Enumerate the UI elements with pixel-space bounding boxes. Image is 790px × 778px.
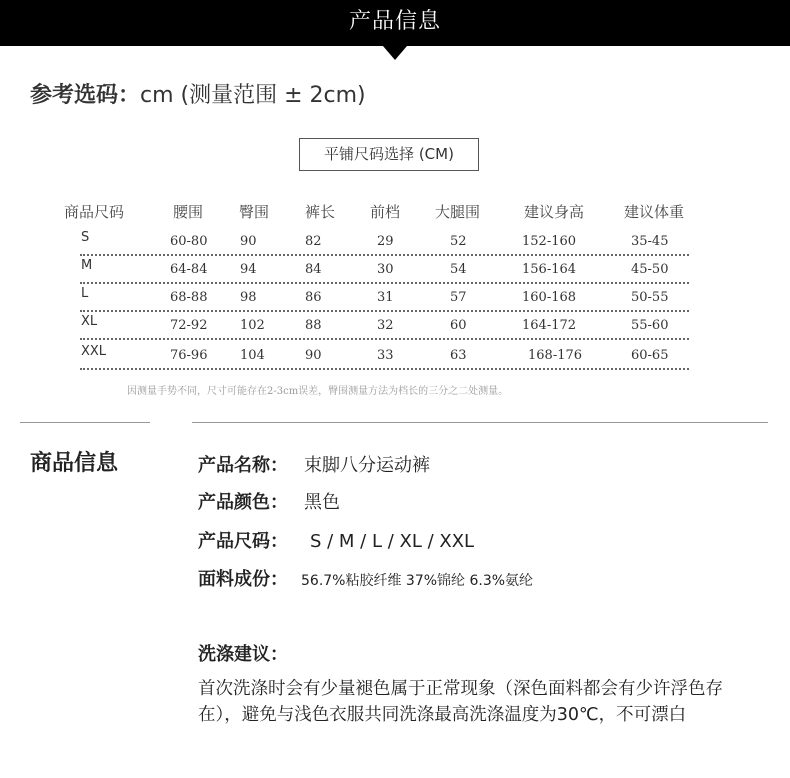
- cell-height: 160-168: [522, 290, 577, 305]
- divider-left: [20, 422, 150, 423]
- col-header-length: 裤长: [305, 203, 336, 221]
- washing-title: 洗涤建议：: [198, 644, 288, 665]
- cell-thigh: 54: [450, 262, 467, 277]
- washing-text: 首次洗涤时会有少量褪色属于正常现象（深色面料都会有少许浮色存在），避免与浅色衣服共同洗涤最高洗涤温度为30℃，不可漂白: [198, 679, 723, 725]
- cell-weight: 50-55: [631, 290, 669, 305]
- info-label: 产品尺码：: [198, 531, 288, 552]
- cell-waist: 64-84: [170, 262, 208, 277]
- cell-height: 168-176: [528, 348, 583, 363]
- cell-size: S: [81, 230, 90, 245]
- cell-size: XXL: [81, 344, 107, 359]
- size-reference-label: 参考选码：: [30, 83, 141, 108]
- cell-height: 156-164: [522, 262, 577, 277]
- table-row: [80, 284, 689, 312]
- info-row-name: [198, 451, 430, 477]
- info-value: S / M / L / XL / XXL: [310, 531, 475, 552]
- cell-hip: 94: [240, 262, 257, 277]
- info-row-sizes: [198, 527, 474, 553]
- cell-height: 164-172: [522, 318, 577, 333]
- cell-weight: 60-65: [631, 348, 669, 363]
- cell-weight: 45-50: [631, 262, 669, 277]
- cell-rise: 32: [377, 318, 394, 333]
- info-value: 束脚八分运动裤: [304, 455, 430, 476]
- col-header-thigh: 大腿围: [435, 203, 481, 221]
- info-label: 产品名称：: [198, 455, 288, 476]
- cell-thigh: 63: [450, 348, 467, 363]
- table-row: [80, 342, 689, 370]
- info-value: 56.7%粘胶纤维 37%锦纶 6.3%氨纶: [301, 573, 534, 589]
- table-row: [80, 312, 689, 340]
- cell-thigh: 52: [450, 234, 467, 249]
- cell-rise: 33: [377, 348, 394, 363]
- size-reference-text: cm (测量范围 ± 2cm): [140, 83, 366, 108]
- cell-rise: 31: [377, 290, 394, 305]
- table-row: [80, 228, 689, 256]
- cell-hip: 104: [240, 348, 265, 363]
- col-header-rise: 前档: [370, 203, 401, 221]
- cell-height: 152-160: [522, 234, 577, 249]
- info-row-color: [198, 488, 340, 514]
- cell-thigh: 57: [450, 290, 467, 305]
- cell-length: 88: [305, 318, 322, 333]
- cell-length: 82: [305, 234, 322, 249]
- cell-rise: 30: [377, 262, 394, 277]
- cell-hip: 98: [240, 290, 257, 305]
- cell-waist: 60-80: [170, 234, 208, 249]
- product-info-title: 商品信息: [30, 451, 119, 476]
- cell-length: 90: [305, 348, 322, 363]
- cell-length: 84: [305, 262, 322, 277]
- col-header-hip: 臀围: [239, 203, 270, 221]
- info-row-fabric: [198, 565, 533, 591]
- info-label: 产品颜色：: [198, 492, 288, 513]
- banner-title: 产品信息: [348, 9, 441, 34]
- info-value: 黑色: [304, 492, 340, 513]
- cell-weight: 55-60: [631, 318, 669, 333]
- col-header-waist: 腰围: [173, 203, 204, 221]
- size-reference: [30, 78, 366, 109]
- cell-size: XL: [81, 314, 98, 329]
- cell-waist: 72-92: [170, 318, 208, 333]
- banner-pointer: [383, 46, 407, 60]
- table-row: [80, 256, 689, 284]
- cell-rise: 29: [377, 234, 394, 249]
- cell-hip: 90: [240, 234, 257, 249]
- cell-waist: 76-96: [170, 348, 208, 363]
- size-table-title: 平铺尺码选择 (CM): [299, 138, 479, 171]
- cell-weight: 35-45: [631, 234, 669, 249]
- col-header-size: 商品尺码: [64, 203, 125, 221]
- cell-hip: 102: [240, 318, 265, 333]
- divider-right: [192, 422, 768, 423]
- col-header-weight: 建议体重: [624, 203, 685, 221]
- col-header-height: 建议身高: [524, 203, 585, 221]
- cell-size: L: [81, 286, 89, 301]
- cell-size: M: [81, 258, 93, 273]
- info-label: 面料成份：: [198, 569, 288, 590]
- cell-length: 86: [305, 290, 322, 305]
- measurement-note: 因测量手势不同，尺寸可能存在2-3cm误差，臀围测量方法为档长的三分之二处测量。: [127, 386, 509, 397]
- cell-thigh: 60: [450, 318, 467, 333]
- cell-waist: 68-88: [170, 290, 208, 305]
